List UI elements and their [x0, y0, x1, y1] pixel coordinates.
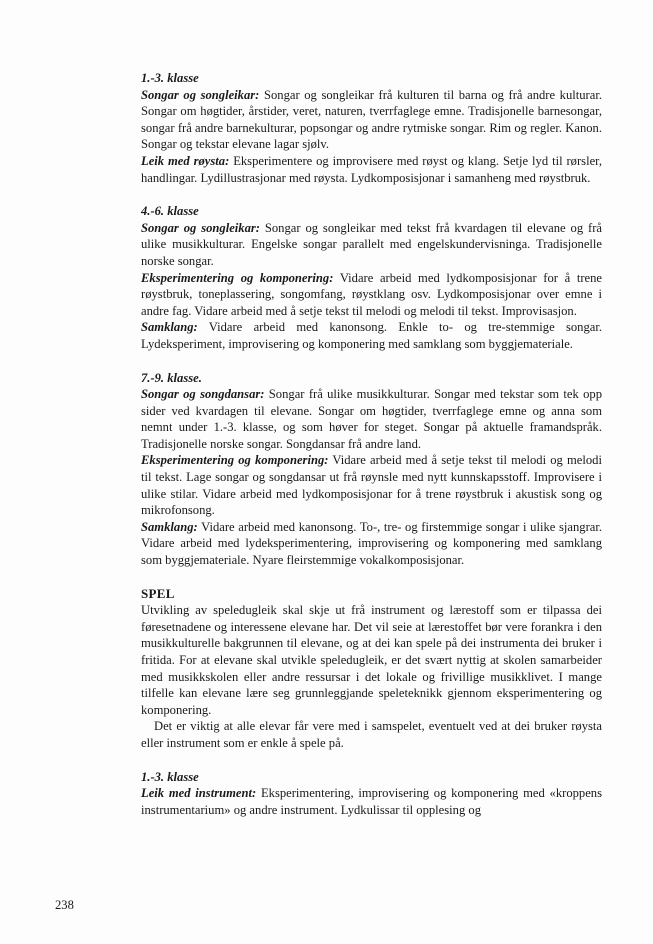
page-content — [141, 70, 602, 818]
paragraph — [141, 785, 602, 818]
paragraph-label: Leik med røysta: — [141, 153, 230, 168]
paragraph-label: Eksperimentering og komponering: — [141, 453, 329, 468]
paragraph-text: Vidare arbeid med kanonsong. To-, tre- og firstemmige songar i ulike sjangrar. Vidare arbeid med lydeksperimentering, improvisering og komponering med samklang som byggjemateriale. Nyare fleirstemmige vokalkomposisjonar. — [141, 519, 602, 568]
page-number: 238 — [55, 898, 74, 912]
paragraph — [141, 519, 602, 569]
paragraph-label: Leik med instrument: — [141, 786, 257, 801]
paragraph — [141, 386, 602, 452]
section-7-9-klasse — [141, 370, 602, 569]
paragraph-text: Songar og songleikar frå kulturen til barna og frå andre kulturar. Songar om høgtider, årstider, veret, naturen, tverrfaglege emne. Tradisjonelle barnesongar, songar frå andre barnekulturar, popsongar og andre rytmiske songar. Rim og regler. Kanon. Songar og tekstar elevane lagar sjølv. — [141, 87, 602, 152]
section-heading: 4.-6. klasse — [141, 204, 199, 219]
paragraph-text: Eksperimentering, improvisering og komponering med «kroppens instrumentarium» og andre instrument. Lydkulissar til opplesing og — [141, 786, 602, 817]
section-heading: 1.-3. klasse — [141, 769, 199, 784]
paragraph — [141, 270, 602, 320]
paragraph — [141, 87, 602, 153]
paragraph — [141, 153, 602, 186]
paragraph-text: Vidare arbeid med kanonsong. Enkle to- og tre-stemmige songar. Lydeksperiment, improvisering og komponering med samklang som byggjemateriale. — [141, 320, 602, 351]
paragraph-label: Eksperimentering og komponering: — [141, 270, 334, 285]
section-heading: 7.-9. klasse. — [141, 370, 202, 385]
paragraph-text: Songar og songleikar med tekst frå kvardagen til elevane og frå ulike musikkulturar. Engelske songar parallelt med engelskundervisninga. Tradisjonelle norske songar. — [141, 220, 602, 268]
paragraph-text: Vidare arbeid med å setje tekst til melodi og melodi til tekst. Lage songar og songdansar ut frå røynsle med nytt kunnskapsstoff. Improvisere i ulike stilar. Vidare arbeid med lydkomposisjonar for å trene røystbruk i akustisk song og mikrofonsong. — [141, 453, 602, 518]
spel-paragraph: Utvikling av speledugleik skal skje ut frå instrument og lærestoff som er tilpassa dei føresetnadene og interessene elevane har. Det vil seie at lærestoffet bør vere forankra i den musikkulturelle bakgrunnen til elevane, og at dei kan spele på dei instrumenta dei bruker i fritida. For at elevane skal utvikle speledugleik, er det svært nyttig at skolen samarbeider med musikkskolen eller andre ressursar i det lokale og frivillige musikklivet. I mange tilfelle kan elevane lære seg grunnleggjande speleteknikk gjennom eksperimentering og komponering. — [141, 603, 602, 717]
paragraph — [141, 452, 602, 518]
section-4-6-klasse — [141, 203, 602, 352]
spel-paragraph: Det er viktig at alle elevar får vere med i samspelet, eventuelt ved at dei bruker røysta eller instrument som er enkle å spele på. — [141, 719, 602, 750]
paragraph-text: Songar frå ulike musikkulturar. Songar med tekstar som tek opp sider ved kvardagen til elevane. Songar om høgtider, tverrfaglege emne og anna som nemnt under 1.-3. klasse, og som høver for steget. Songar på aktuelle framandspråk. Tradisjonelle norske songar. Songdansar frå andre land. — [141, 387, 602, 451]
paragraph-label: Samklang: — [141, 320, 198, 335]
section-spel-1-3-klasse — [141, 769, 602, 819]
paragraph-label: Samklang: — [141, 519, 198, 534]
section-1-3-klasse — [141, 70, 602, 186]
paragraph-text: Eksperimentere og improvisere med røyst og klang. Setje lyd til rørsler, handlingar. Lydillustrasjonar med røysta. Lydkomposisjonar i samanheng med røystbruk. — [141, 153, 602, 185]
paragraph-label: Songar og songdansar: — [141, 387, 265, 402]
section-spel — [141, 586, 602, 752]
paragraph-label: Songar og songleikar: — [141, 87, 260, 102]
paragraph-label: Songar og songleikar: — [141, 220, 260, 235]
spel-heading: SPEL — [141, 585, 175, 601]
paragraph — [141, 319, 602, 352]
section-heading: 1.-3. klasse — [141, 71, 199, 85]
paragraph-text: Vidare arbeid med lydkomposisjonar for å trene røystbruk, toneplassering, songomfang, røystklang osv. Lydkomposisjonar over emne i andre fag. Vidare arbeid med å setje tekst til melodi og melodi til tekst. Improvisasjon. — [141, 270, 602, 318]
paragraph — [141, 220, 602, 270]
